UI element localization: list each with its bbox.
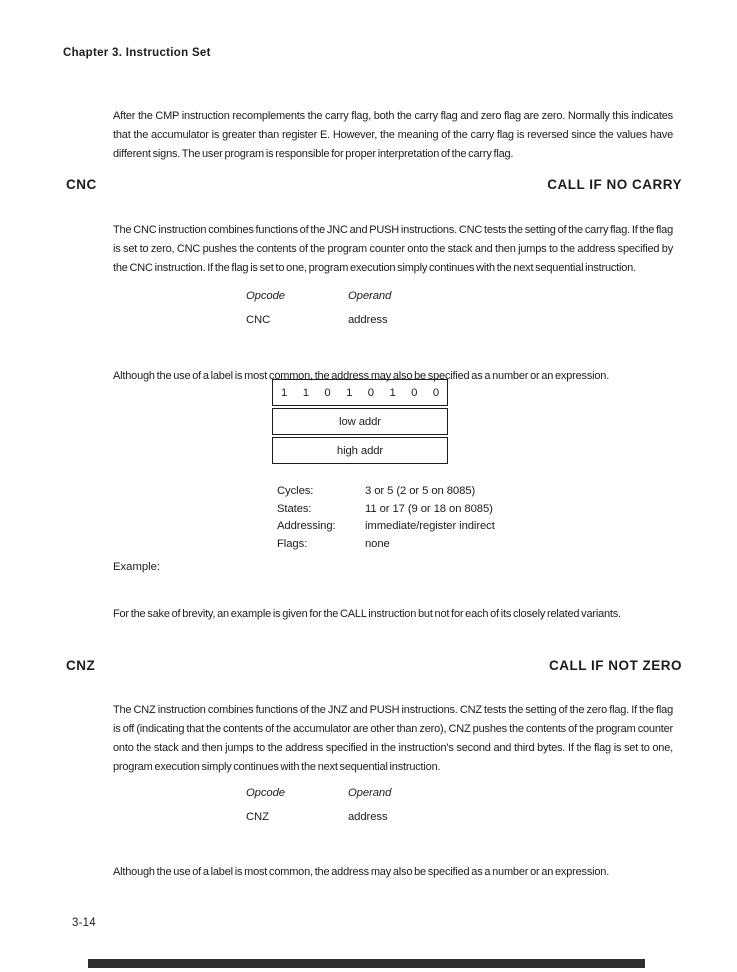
bit-7: 1 <box>281 386 288 399</box>
cnz-mnemonic: CNZ <box>66 658 96 673</box>
cnc-opcode-table <box>246 290 391 326</box>
addressing-label: Addressing: <box>277 520 336 532</box>
bit-1: 0 <box>411 386 418 399</box>
cnc-title: CALL IF NO CARRY <box>547 177 682 192</box>
cnc-section-heading <box>66 177 682 192</box>
cnz-description: The CNZ instruction combines functions of the JNZ and PUSH instructions. CNZ tests the setting of the zero flag. If the flag is off (indicating that the contents of the accumulator are other than zero), CNZ pushes the contents of the program counter onto the stack and then jumps to the address specified in the instruction's second and third bytes. If the flag is set to one, program execution simply continues with the next sequential instruction. <box>113 704 673 773</box>
opcode-header: Opcode <box>246 290 285 302</box>
bit-4: 1 <box>346 386 353 399</box>
cnz-opcode-table <box>246 787 391 823</box>
operand-header: Operand <box>348 787 392 799</box>
cnc-opcode: CNC <box>246 314 271 326</box>
opcode-header: Opcode <box>246 787 285 799</box>
cnz-label-note: Although the use of a label is most common, the address may also be specified as a number or an expression. <box>113 866 610 878</box>
opcode-bits-row <box>272 379 448 406</box>
example-label: Example: <box>113 561 161 573</box>
cnc-description: The CNC instruction combines functions of the JNC and PUSH instructions. CNC tests the setting of the carry flag. If the flag is set to zero, CNC pushes the contents of the program counter onto the stack and then jumps to the address specified by the CNC instruction. If the flag is set to one, program execution simply continues with the next sequential instruction. <box>113 224 673 274</box>
opcode-header-row <box>246 290 391 302</box>
cnz-operand: address <box>348 811 388 823</box>
cnc-encoding-box <box>272 379 448 466</box>
low-addr-byte: low addr <box>272 408 448 435</box>
page-number: 3-14 <box>72 917 96 929</box>
intro-paragraph: After the CMP instruction recomplements the carry flag, both the carry flag and zero flag are zero. Normally this indicates that the accumulator is greater than register E. However, the meaning of the carry flag is reversed since the values have different signs. The user program is responsible for proper interpretation of the carry flag. <box>113 110 673 160</box>
cycles-label: Cycles: <box>277 485 314 497</box>
example-text: For the sake of brevity, an example is given for the CALL instruction but not for each of its closely related variants. <box>113 608 621 620</box>
high-addr-byte: high addr <box>272 437 448 464</box>
scan-edge-artifact <box>88 959 645 968</box>
opcode-value-row <box>246 314 391 326</box>
opcode-value-row <box>246 811 391 823</box>
operand-header: Operand <box>348 290 392 302</box>
cnc-timing-table <box>277 483 495 553</box>
addressing-value: immediate/register indirect <box>365 520 495 532</box>
states-label: States: <box>277 502 312 515</box>
flags-label: Flags: <box>277 537 308 550</box>
chapter-header: Chapter 3. Instruction Set <box>63 47 211 59</box>
states-value: 11 or 17 (9 or 18 on 8085) <box>365 502 493 515</box>
bit-5: 0 <box>324 386 331 399</box>
cnc-mnemonic: CNC <box>66 177 97 192</box>
cnz-title: CALL IF NOT ZERO <box>549 658 682 673</box>
opcode-header-row <box>246 787 391 799</box>
bit-6: 1 <box>302 386 309 399</box>
cnz-opcode: CNZ <box>246 811 269 823</box>
cnz-section-heading <box>66 658 682 673</box>
cnc-operand: address <box>348 314 388 326</box>
cnc-label-note: Although the use of a label is most common, the address may also be specified as a number or an expression. <box>113 370 610 382</box>
cycles-value: 3 or 5 (2 or 5 on 8085) <box>365 485 476 497</box>
flags-value: none <box>365 537 390 550</box>
bit-3: 0 <box>367 386 374 399</box>
bit-0: 0 <box>432 386 439 399</box>
bit-2: 1 <box>389 386 396 399</box>
